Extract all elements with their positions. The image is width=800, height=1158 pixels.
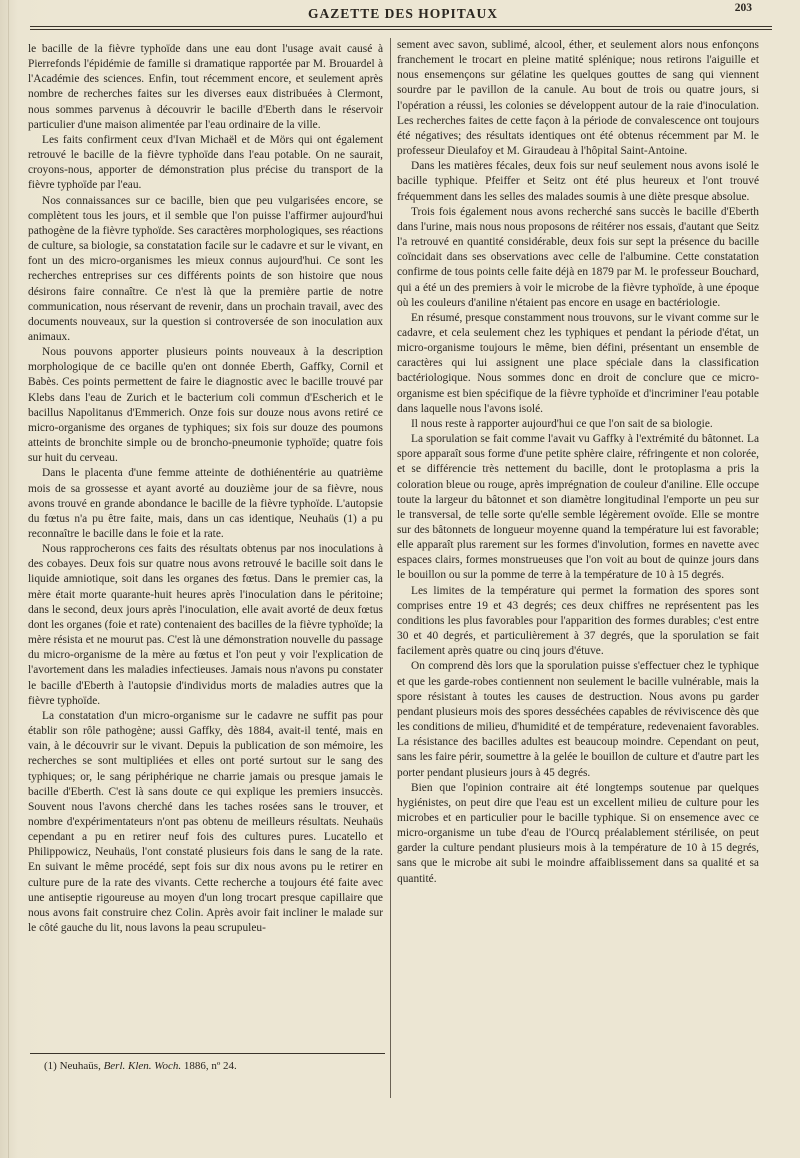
right-column xyxy=(397,38,759,887)
footnote xyxy=(44,1060,374,1072)
running-title: GAZETTE DES HOPITAUX xyxy=(307,6,499,21)
paragraph: Les limites de la température qui permet la formation des spores sont comprises entre 19 et 43 degrés; ces deux chiffres ne représentent pas les conditions les plus favorables pour l'apparition des formes durables; c'est entre 30 et 40 degrés, et particulièrement à 37 degrés, que la sporulation se fait facilement après quatre ou cinq jours d'étuve. xyxy=(397,584,759,658)
left-column xyxy=(28,42,383,936)
paragraph: Les faits confirment ceux d'Ivan Michaël et de Mörs qui ont également retrouvé le bacille de la fièvre typhoïde dans l'eau potable. On ne saurait, croyons-nous, apporter de démonstration plus précise du transport de la fièvre typhoïde par l'eau. xyxy=(28,133,383,192)
paragraph: Nous pouvons apporter plusieurs points nouveaux à la description morphologique de ce bacille qu'en ont donnée Eberth, Gaffky, Cornil et Babès. Ces points permettent de faire le diagnostic avec le bacille trouvé par Klebs dans l'eau de Zurich et le bacterium coli commun d'Escherich et le bacillus Napolitanus d'Emmerich. Onze fois sur douze nous avons retiré ce micro-organisme des organes de typhiques; six fois sur douze des poumons atteints de bronchite simple ou de broncho-pneumonie typhoïde; quatre fois sur huit du cerveau. xyxy=(28,346,383,465)
footnote-marker: (1) Neuhaüs, xyxy=(44,1060,101,1072)
page-header xyxy=(24,2,782,24)
footnote-journal: Berl. Klen. Woch. xyxy=(103,1060,182,1072)
paragraph: Trois fois également nous avons recherché sans succès le bacille d'Eberth dans l'urine, mais nous nous proposons de réitérer nos essais, d'autant que Seitz l'a retrouvé en quantité considérable, deux fois sur sept la présence du bacille coïncidait dans ses observations avec celle de l'albumine. Cette constatation confirme de tous points celle faite déjà en 1879 par M. le professeur Bouchard, qui a été un des premiers à voir le microbe de la fièvre typhoïde, à une époque où les couleurs d'aniline n'étaient pas encore en usage en bactériologie. xyxy=(397,205,759,309)
paragraph: En résumé, presque constamment nous trouvons, sur le vivant comme sur le cadavre, et cela seulement chez les typhiques et pendant la période d'état, un micro-organisme toujours le même, bien défini, présentant un ensemble de caractères qui lui assignent une place spéciale dans la classification bactériologique. Nous sommes donc en droit de conclure que ce micro-organisme est bien spécifique de la fièvre typhoïde et d'incriminer l'eau potable dans laquelle nous l'avons isolé. xyxy=(397,311,759,415)
column-divider xyxy=(390,38,391,1098)
paragraph: Il nous reste à rapporter aujourd'hui ce que l'on sait de sa biologie. xyxy=(411,417,713,430)
paragraph: le bacille de la fièvre typhoïde dans une eau dont l'usage avait causé à Pierrefonds l'épidémie de famille si dramatique rapportée par M. Brouardel à l'Académie des sciences. Enfin, tout récemment encore, et seulement après nombre de recherches faites sur les diverses eaux distribuées à Clermont, nous sommes parvenus à découvrir le bacille d'Eberth dans le réservoir particulier d'une maison alimentée par l'eau ordinaire de la ville. xyxy=(28,43,383,131)
paragraph: Nous rapprocherons ces faits des résultats obtenus par nos inoculations à des cobayes. Deux fois sur quatre nous avons retrouvé le bacille soit dans le liquide amniotique, soit dans les organes des fœtus. Dans le premier cas, la mère était morte quarante-huit heures après l'inoculation dans le péritoine; dans le second, deux jours après l'inoculation, elle avait avorté de deux fœtus dont les organes (foie et rate) contenaient des bacilles de la fièvre typhoïde; la mère résista et ne mourut pas. C'est là une démonstration nouvelle du passage du micro-organisme de la mère au fœtus et l'on peut y voir l'explication de l'avortement dans les maladies infectieuses. Jamais nous n'avons pu constater le bacille d'Eberth à l'autopsie d'individus morts de maladies autres que la fièvre typhoïde. xyxy=(28,543,383,707)
paragraph: La sporulation se fait comme l'avait vu Gaffky à l'extrémité du bâtonnet. La spore apparaît sous forme d'une petite sphère claire, réfringente et non colorée, et se différencie très nettement du bacille, dont le protoplasma a pris la coloration bleue ou rouge, après imprégnation de couleur d'aniline. Elle occupe toute la largeur du bâtonnet et son diamètre longitudinal l'emporte un peu sur le transversal, de telle sorte qu'elle semble légèrement ovoïde. Elle se montre sur des bâtonnets de longueur moyenne quand la température lui est favorable; elle apparaît plus rarement sur les formes d'involution, formes en navette avec espaces clairs, formes monstrueuses que l'on voit au bout de quinze jours dans le bouillon ou sur la pomme de terre à la température de 10 à 15 degrés. xyxy=(397,433,759,582)
paragraph: La constatation d'un micro-organisme sur le cadavre ne suffit pas pour établir son rôle pathogène; aussi Gaffky, dès 1884, avait-il tenté, mais en vain, à le découvrir sur le vivant. Depuis la publication de son mémoire, les recherches se sont multipliées et elles ont porté surtout sur le sang des typhiques; or, le sang périphérique ne charrie jamais ou presque jamais le bacille d'Eberth. C'est là sans doute ce qui explique les premiers insuccès. Souvent nous l'avons cherché dans les taches rosées sans le trouver, et nombre d'expérimentateurs n'ont pas obtenu de meilleurs résultats. Neuhaüs cependant a pu en retirer neuf fois des cultures pures. Lucatello et Philippowicz, Neuhaüs, l'ont constaté plusieurs fois dans le sang de la rate. En suivant le même procédé, sept fois sur dix nous avons pu le retirer en culture pure de la rate des vivants. Cette recherche a toujours été faite avec une antiseptie rigoureuse au moyen d'un long trocart presque capillaire que nous avons fait construire chez Colin. Après avoir fait incliner le malade sur le côté gauche du lit, nous lavons la peau scrupuleu- xyxy=(28,709,383,935)
paragraph: Dans les matières fécales, deux fois sur neuf seulement nous avons isolé le bacille typhique. Pfeiffer et Seitz ont été plus heureux et l'ont trouvé fréquemment dans les selles des malades soumis à une diète presque absolue. xyxy=(397,160,759,203)
footnote-rule xyxy=(30,1053,385,1054)
page-number: 203 xyxy=(734,2,752,14)
binding-edge xyxy=(8,0,9,1158)
footnote-ref: 1886, nº 24. xyxy=(183,1060,237,1072)
paragraph: Dans le placenta d'une femme atteinte de dothiénentérie au quatrième mois de sa grossesse et ayant avorté au douzième jour de sa fièvre, nous avons trouvé en grande abondance le bacille de la fièvre typhoïde. L'autopsie du fœtus n'a pu être faite, mais, dans un cas identique, Neuhaüs (1) a pu reconnaître le bacille dans le foie et la rate. xyxy=(28,467,383,540)
paragraph: sement avec savon, sublimé, alcool, éther, et seulement alors nous enfonçons franchement le trocart en pleine matité splénique; nous retirons l'aiguille et nous ensemençons sur gélatine les quelques gouttes de sang qui viennent sourdre par le pavillon de la canule. Au bout de trois ou quatre jours, si l'opération a réussi, les colonies se développent autour de la raie d'inoculation. Les recherches faites de cette façon à la période de convalescence ont toujours été négatives; des résultats identiques ont été obtenus récemment par M. le professeur Dieulafoy et M. Giraudeau à l'hôpital Saint-Antoine. xyxy=(397,39,759,158)
header-rule-top xyxy=(30,26,772,27)
paragraph: Nos connaissances sur ce bacille, bien que peu vulgarisées encore, se complètent tous les jours, et il semble que l'on puisse l'affirmer aujourd'hui pathogène de la fièvre typhoïde. Ses caractères morphologiques, ses réactions de culture, sa biologie, sa constatation facile sur le cadavre et sur le vivant, en font un des micro-organismes les mieux connus aujourd'hui. Ce sont les recherches entreprises sur ces différents points de son histoire que nous désirons faire connaître. Ce n'est là que la première partie de notre communication, nous réservant de revenir, dans un prochain travail, avec des documents nouveaux, sur la question si controversée de son inoculation aux animaux. xyxy=(28,194,383,343)
paragraph: On comprend dès lors que la sporulation puisse s'effectuer chez le typhique et que les garde-robes contiennent non seulement le bacille vulnérable, mais la spore résistant à toutes les causes de destruction. Nous avons pu garder pendant plusieurs mois des spores desséchées capables de réviviscence dès que les conditions de milieu, d'humidité et de température, redevenaient favorables. La résistance des bacilles adultes est beaucoup moindre. Cependant on peut, sans les faire périr, soumettre à la gelée le bouillon de culture et d'autre part les porter pendant plusieurs jours à 45 degrés. xyxy=(397,660,759,779)
paragraph: Bien que l'opinion contraire ait été longtemps soutenue par quelques hygiénistes, on peut dire que l'eau est un excellent milieu de culture pour les microbes et en particulier pour le bacille typhique. Si on ensemence avec ce micro-organisme un tube d'eau de l'Ourcq préalablement stérilisée, on peut garder la culture pendant plusieurs mois à la température de 10 à 15 degrés, sans que le microbe ait subi le moindre affaiblissement dans sa qualité et sa quantité. xyxy=(397,781,759,885)
header-rule-bottom xyxy=(30,29,772,30)
